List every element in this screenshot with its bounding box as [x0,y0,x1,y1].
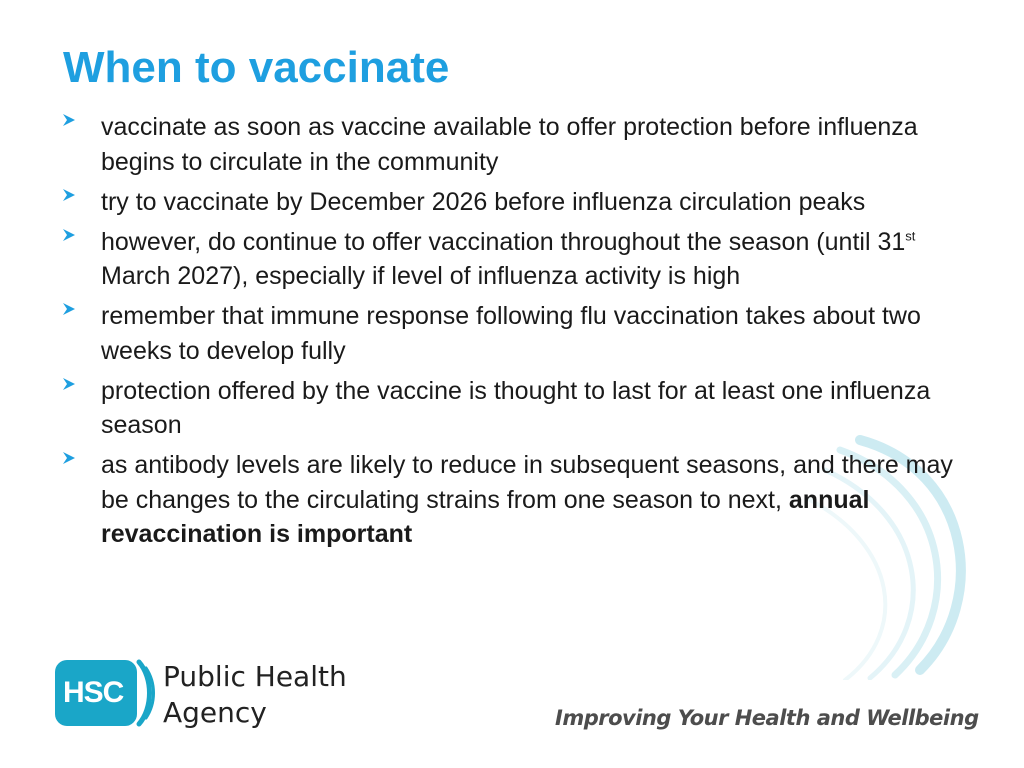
arrow-bullet-icon [62,113,76,127]
tagline: Improving Your Health and Wellbeing [555,706,979,730]
hsc-logo-text: HSC [63,676,124,709]
bullet-item [62,448,962,552]
bullet-text: try to vaccinate by December 2026 before influenza circulation peaks [101,187,866,216]
arrow-bullet-icon [62,228,76,242]
bullet-item [62,374,962,443]
arrow-bullet-icon [62,188,76,202]
bullet-item [62,299,962,368]
arrow-bullet-icon [62,377,76,391]
arrow-bullet-icon [62,451,76,465]
bullet-text: remember that immune response following flu vaccination takes about two weeks to develop fully [101,302,921,365]
bullet-text: however, do continue to offer vaccination throughout the season (until 31 [101,227,906,256]
bullet-item [62,185,962,220]
bullet-text: vaccinate as soon as vaccine available to offer protection before influenza begins to circulate in the community [101,113,918,176]
slide-title: When to vaccinate [63,43,450,92]
org-name-line1: Public Health [163,660,347,693]
superscript: st [905,228,916,244]
bullet-emphasis: annual revaccination is important [101,485,870,548]
org-name-line2: Agency [163,696,267,729]
bullet-text-cont: March 2027), especially if level of influenza activity is high [101,262,741,290]
bullet-item [62,110,962,179]
bullet-list [62,110,962,557]
bullet-text: protection offered by the vaccine is thought to last for at least one influenza season [101,376,931,439]
bullet-item [62,225,962,294]
bullet-text: as antibody levels are likely to reduce in subsequent seasons, and there may be changes to the circulating strains from one season to next, [101,451,953,514]
arrow-bullet-icon [62,302,76,316]
hsc-logo [55,658,355,736]
